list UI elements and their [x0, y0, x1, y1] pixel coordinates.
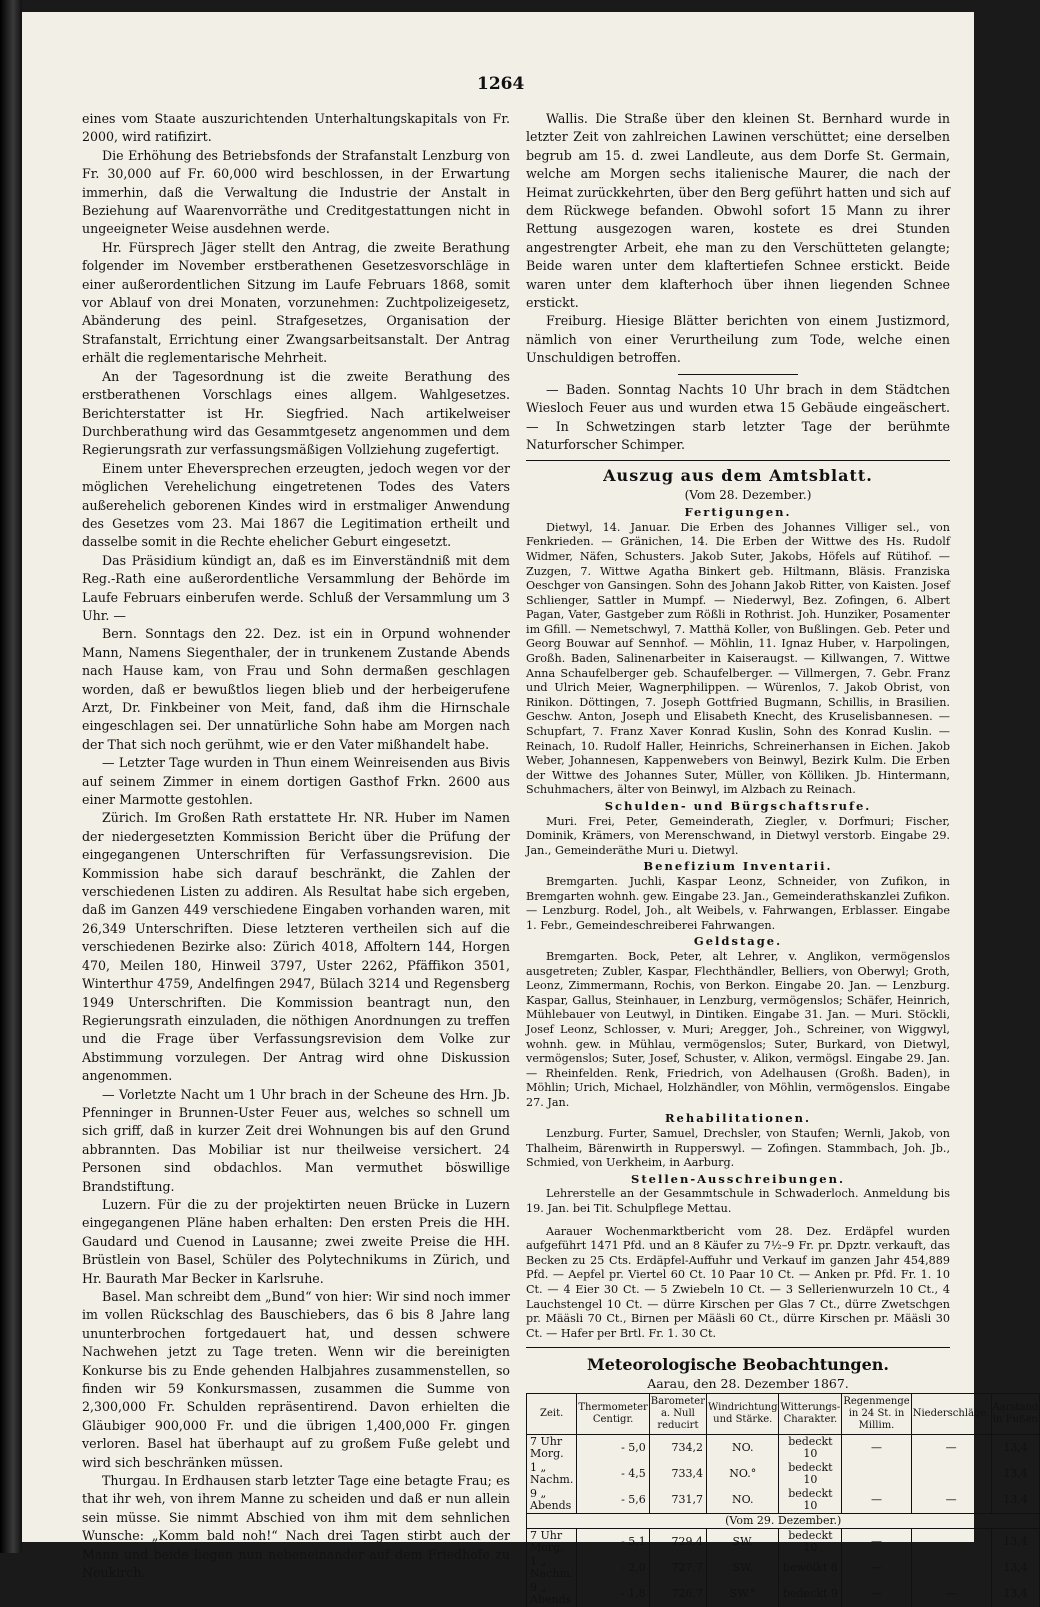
weather-date-row: [527, 1514, 1040, 1529]
left-paragraph: Luzern. Für die zu der projektirten neuen Brücke in Luzern eingegangenen Pläne haben erhalten: Den ersten Preis die HH. Gaudard und Cuenod in Lausanne; zwei zweite Preise die HH. Brüstlein von Basel, Schüler des Polytechnikums in Zürich, und Hr. Baurath Mar Becker in Karlsruhe.: [82, 1196, 510, 1286]
weather-header-cell: Windrichtung und Stärke.: [707, 1394, 779, 1435]
page-binding: [0, 0, 22, 1553]
weather-cell: 13,4: [991, 1555, 1040, 1581]
weather-cell: SW.°: [707, 1581, 779, 1607]
weather-cell: —: [842, 1555, 911, 1581]
meteo-title: Meteorologische Beobachtungen.: [587, 1355, 889, 1375]
weather-cell: 1 „ Nachm.: [527, 1555, 577, 1581]
left-paragraph: — Vorletzte Nacht um 1 Uhr brach in der Scheune des Hrn. Jb. Pfenninger in Brunnen-Uster Feuer aus, welches so schnell um sich griff, daß in kurzer Zeit drei Wohnungen bis auf den Grund abbrannten. Das Mobiliar ist nur theilweise versichert. 24 Personen sind obdachlos. Man vermuthet böswillige Brandstiftung.: [82, 1086, 510, 1194]
weather-cell: 13,4: [991, 1461, 1040, 1487]
weather-date-label: (Vom 29. Dezember.): [527, 1514, 1040, 1529]
weather-row: [527, 1555, 1040, 1581]
left-paragraph: Thurgau. In Erdhausen starb letzter Tage eine betagte Frau; es that ihr weh, von ihrem Manne zu scheiden und daß er nun allein sein müsse. Sie nimmt Abschied von ihm mit dem sehnlichen Wunsche: „Komm bald noh!“ Nach drei Tagen stirbt auch der Mann und beide liegen nun nebeneinander auf dem Friedhofe zu Neukirch.: [82, 1473, 510, 1581]
weather-cell: 9 „ Abends: [527, 1487, 577, 1514]
weather-cell: - 5,0: [577, 1435, 649, 1462]
right-paragraph: Wallis. Die Straße über den kleinen St. Bernhard wurde in letzter Zeit von zahlreichen Lawinen verschüttet; eine derselben begrub am 15. d. zwei Landleute, aus dem Dorfe St. Germain, welche am Morgen sechs italienische Maurer, die nach der Heimat zurückkehrten, über den Berg geführt hatten und sich auf dem Rückwege befanden. Obwohl sofort 15 Mann zu ihrer Rettung ausgezogen waren, kostete es drei Stunden angestrengter Arbeit, ehe man zu den Verschütteten gelangte; Beide waren unter dem klaftertiefen Schnee erstickt. Beide waren unter dem klafterhoch über ihnen liegenden Schnee erstickt.: [526, 111, 950, 311]
weather-header-cell: Zeit.: [527, 1394, 577, 1435]
weather-cell: 13,4: [991, 1529, 1040, 1556]
weather-cell: NO.: [707, 1487, 779, 1514]
weather-header-cell: Thermometer Centigr.: [577, 1394, 649, 1435]
left-paragraph: Das Präsidium kündigt an, daß es im Einverständniß mit dem Reg.-Rath eine außerordentliche Versammlung der Behörde im Laufe Februars einberufen werde. Schluß der Versammlung um 3 Uhr. —: [82, 552, 510, 623]
page-number: 1264: [477, 74, 525, 94]
weather-row: [527, 1581, 1040, 1607]
weather-cell: —: [842, 1581, 911, 1607]
weather-cell: NO.: [707, 1435, 779, 1462]
weather-cell: bedeckt 10: [779, 1529, 842, 1556]
amtsblatt-title: Auszug aus dem Amtsblatt.: [603, 466, 873, 486]
weather-cell: 1 „ Nachm.: [527, 1461, 577, 1487]
left-paragraph: — Letzter Tage wurden in Thun einem Weinreisenden aus Bivis auf seinem Zimmer in einem dortigen Gasthof Frkn. 2600 aus einer Marmotte gestohlen.: [82, 755, 510, 808]
amtsblatt-section-heading: Fertigungen.: [684, 505, 792, 520]
amtsblatt-section-heading: Stellen-Ausschreibungen.: [631, 1171, 845, 1186]
left-paragraph: Die Erhöhung des Betriebsfonds der Strafanstalt Lenzburg von Fr. 30,000 auf Fr. 60,000 wird beschlossen, in der Erwartung immerhin, daß die Verwaltung die Industrie der Anstalt in Beziehung auf Waarenvorräthe und Creditgestattungen nicht in ungeeigneter Weise ausdehnen werde.: [82, 147, 510, 237]
weather-header-cell: Barometer a. Null reducirt: [649, 1394, 706, 1435]
weather-cell: bedeckt 10: [779, 1461, 842, 1487]
amtsblatt-section-text: Bremgarten. Bock, Peter, alt Lehrer, v. Anglikon, vermögenslos ausgetreten; Zubler, Kaspar, Flechthändler, Belliers, von Oberwyl; Groth, Leonz, Zimmermann, Rochis, von Berkon. Eingabe 20. Jan. — Lenzburg. Kaspar, Gallus, Steinhauer, in Lenzburg, vermögenslos; Schäfer, Heinrich, Mühlebauer von Leutwyl, in Dintiken. Eingabe 31. Jan. — Muri. Stöckli, Josef Leonz, Schlosser, v. Muri; Aregger, Joh., Schreiner, von Wiggwyl, wohnh. gew. in Mühlau, vermögenslos; Suter, Burkard, von Dietwyl, vermögenslos; Suter, Josef, Schuster, v. Alikon, vermögsl. Eingabe 29. Jan. — Rheinfelden. Renk, Friedrich, von Adelhausen (Großh. Baden), in Möhlin; Urich, Michael, Holzhändler, von Möhlin, vermögenslos. Eingabe 27. Jan.: [526, 949, 950, 1109]
weather-row: [527, 1487, 1040, 1514]
amtsblatt-date: (Vom 28. Dezember.): [684, 487, 812, 502]
weather-table: [526, 1393, 1040, 1607]
amtsblatt-section-heading: Rehabilitationen.: [665, 1111, 811, 1126]
weather-cell: 13,4: [991, 1435, 1040, 1462]
weather-row: [527, 1435, 1040, 1462]
weather-cell: bedeckt 9: [779, 1581, 842, 1607]
weather-cell: —: [842, 1435, 911, 1462]
weather-cell: 733,4: [649, 1461, 706, 1487]
left-paragraph: Zürich. Im Großen Rath erstattete Hr. NR. Huber im Namen der niedergesetzten Kommission Bericht über die Prüfung der eingegangenen Unterschriften für Verfassungsrevision. Die Kommission habe sich darauf beschränkt, die Zahlen der verschiedenen Listen zu addiren. Als Resultat habe sich ergeben, daß im Ganzen 449 verschiedene Eingaben vorhanden waren, mit 26,349 Unterschriften. Diese letzteren vertheilen sich auf die verschiedenen Bezirke also: Zürich 4018, Affoltern 144, Horgen 470, Meilen 180, Hinweil 3797, Uster 2262, Pfäffikon 3501, Winterthur 4759, Andelfingen 2947, Bülach 3214 und Regensberg 1949 Unterschriften. Die Kommission beantragt nun, den Regierungsrath einzuladen, die nöthigen Anordnungen zu treffen und die Frage über Verfassungsrevision dem Volke zur Abstimmung vorzulegen. Der Antrag wird ohne Diskussion angenommen.: [82, 810, 510, 1084]
weather-cell: [842, 1461, 911, 1487]
weather-cell: bedeckt 10: [779, 1435, 842, 1462]
amtsblatt-section-heading: Schulden- und Bürgschaftsrufe.: [604, 799, 872, 813]
weather-cell: bedeckt 10: [779, 1487, 842, 1514]
weather-cell: - 2,0: [577, 1555, 649, 1581]
weather-cell: SW.: [707, 1555, 779, 1581]
amtsblatt-section-heading: Geldstage.: [693, 934, 783, 949]
weather-cell: —: [911, 1487, 991, 1514]
left-paragraph: eines vom Staate auszurichtenden Unterhaltungskapitals von Fr. 2000, wird ratifizirt.: [82, 111, 510, 145]
weather-cell: 9 „ Abends: [527, 1581, 577, 1607]
weather-cell: —: [842, 1487, 911, 1514]
weather-header-row: [527, 1394, 1040, 1435]
weather-row: [527, 1529, 1040, 1556]
meteo-date: Aarau, den 28. Dezember 1867.: [647, 1375, 849, 1391]
weather-cell: - 1,8: [577, 1581, 649, 1607]
left-paragraph: Basel. Man schreibt dem „Bund“ von hier: Wir sind noch immer im vollen Rückschlag des Bauschiebers, das 6 bis 8 Jahre lang ununterbrochen fortgedauert hat, und dessen schwere Nachwehen jetzt zu Tage treten. Wenn wir die bereinigten Konkurse bis zu Ende gehenden Halbjahres zusammenstellen, so finden wir 59 Konkursmassen, zusammen die Summe von 2,300,000 Fr. Schulden repräsentirend. Davon erhielten die Gläubiger 900,000 Fr. und die übrigen 1,400,000 Fr. gingen verloren. Basel hat überhaupt auf zu großem Fuße gelebt und wird sich beschränken müssen.: [82, 1289, 510, 1470]
weather-cell: —: [911, 1435, 991, 1462]
left-paragraph: An der Tagesordnung ist die zweite Berathung des erstberathenen Vorschlags eines allgem. Wahlgesetzes. Berichterstatter ist Hr. Siegfried. Nach artikelweiser Durchberathung wird das Gesammtgesetz angenommen und dem Regierungsrath zur verfassungsmäßigen Vollziehung zugefertigt.: [82, 368, 510, 458]
amtsblatt-section-text: Lehrerstelle an der Gesammtschule in Schwaderloch. Anmeldung bis 19. Jan. bei Tit. Schulpflege Mettau.: [526, 1187, 950, 1216]
baden-paragraph: — Baden. Sonntag Nachts 10 Uhr brach in dem Städtchen Wiesloch Feuer aus und wurden etwa 15 Gebäude eingeäschert. — In Schwetzingen starb letzter Tage der berühmte Naturforscher Schimper.: [526, 381, 950, 452]
newspaper-page: [22, 12, 1039, 1607]
amtsblatt-body: [526, 505, 950, 1217]
weather-cell: 734,2: [649, 1435, 706, 1462]
weather-cell: 731,7: [649, 1487, 706, 1514]
weather-header-cell: Niederschläge.: [911, 1394, 991, 1435]
weather-cell: 727,7: [649, 1555, 706, 1581]
amtsblatt-section-text: Dietwyl, 14. Januar. Die Erben des Johannes Villiger sel., von Fenkrieden. — Gränichen, 14. Die Erben der Wittwe des Hs. Rudolf Widmer, Näfen, Schusters. Jakob Suter, Jakobs, Höfels auf Rütihof. — Zuzgen, 7. Wittwe Agatha Binkert geb. Hiltmann, Bläsis. Franziska Oeschger von Gansingen. Sohn des Johann Jakob Ritter, von Kaisten. Josef Schlienger, Sattler in Mumpf. — Niederwyl, Bez. Zofingen, 6. Albert Pagan, Vater, Gastgeber zum Rößli in Rothrist. Joh. Hunziker, Posamenter im Gfill. — Nemetschwyl, 7. Matthä Koller, von Bußlingen. Geb. Peter und Georg Bouwar auf Sennhof. — Möhlin, 11. Ignaz Huber, v. Harpolingen, Großh. Baden, Salinenarbeiter in Kaiseraugst. — Killwangen, 7. Wittwe Anna Schaufelberger geb. Schaufelberger. — Villmergen, 7. Gebr. Franz und Ulrich Meier, Wagnerphilippen. — Würenlos, 7. Jakob Obrist, von Rinikon. Döttingen, 7. Joseph Gottfried Bugmann, Schillis, in Brasilien. Geschw. Anton, Joseph und Elisabeth Knecht, des Kruselisbannesen. — Schupfart, 7. Franz Xaver Konrad Kuslin, Sohn des Konrad Kuslin. — Reinach, 10. Rudolf Haller, Heinrichs, Schreinerhansen in Eichen. Jakob Weber, Johannesen, Kappenwebers von Beinwyl, Bezirk Kulm. Die Erben der Wittwe des Johannes Suter, Müller, von Kölliken. Jb. Hintermann, Schuhmachers, älter von Beinwyl, im Alzbach zu Reinach.: [526, 520, 950, 797]
left-paragraph: Bern. Sonntags den 22. Dez. ist ein in Orpund wohnender Mann, Namens Siegenthaler, der in trunkenem Zustande Abends nach Hause kam, von Frau und Sohn dermaßen geschlagen worden, daß er bewußtlos liegen blieb und der herbeigerufene Arzt, Dr. Finkbeiner von Meit, fand, daß ihm die Hirnschale eingeschlagen sei. Der unnatürliche Sohn habe am Morgen nach der That sich noch gerühmt, wie er den Vater mißhandelt habe.: [82, 626, 510, 752]
amtsblatt-section-text: Muri. Frei, Peter, Gemeinderath, Ziegler, v. Dorfmuri; Fischer, Dominik, Krämers, von Merenschwand, in Dietwyl verstorb. Eingabe 29. Jan., Gemeinderäthe Muri u. Dietwyl.: [526, 814, 950, 857]
weather-cell: bewölkt 8: [779, 1555, 842, 1581]
left-paragraph: Hr. Fürsprech Jäger stellt den Antrag, die zweite Berathung folgender im November erstberathenen Gesetzesvorschläge in einer außerordentlichen Sitzung im Laufe Februars 1868, somit vor Ablauf von drei Monaten, vorzunehmen: Zuchtpolizeigesetz, Abänderung des peinl. Strafgesetzes, Organisation der Strafanstalt, Errichtung einer Zwangsarbeitsanstalt. Der Antrag erhält die reglementarische Mehrheit.: [82, 239, 510, 366]
weather-cell: —: [911, 1581, 991, 1607]
weather-cell: [911, 1529, 991, 1556]
weather-cell: SW.: [707, 1529, 779, 1556]
weather-cell: 7 Uhr Morg.: [527, 1529, 577, 1556]
section-rule: [526, 460, 950, 461]
market-report: Aarauer Wochenmarktbericht vom 28. Dez. Erdäpfel wurden aufgeführt 1471 Pfd. und an 8 Käufer zu 7½–9 Fr. pr. Dpztr. verkauft, das Becken zu 25 Cts. Erdäpfel-Auffuhr und Verkauf im ganzen Jahr 454,889 Pfd. — Aepfel pr. Viertel 60 Ct. 10 Paar 10 Ct. — Anken pr. Pfd. Fr. 1. 10 Ct. — 4 Eier 30 Ct. — 5 Zwiebeln 10 Ct. — 3 Sellerienwurzeln 10 Ct., 4 Lauchstengel 10 Ct. — dürre Kirschen per Glas 7 Ct., dürre Zwetschgen pr. Määsli 70 Ct., Birnen per Määsli 60 Ct., dürre Kirschen pr. Määsli 30 Ct. — Hafer per Brtl. Fr. 1. 30 Ct.: [526, 1224, 950, 1340]
amtsblatt-section-heading: Benefizium Inventarii.: [643, 859, 833, 874]
amtsblatt-section-text: Lenzburg. Furter, Samuel, Drechsler, von Staufen; Wernli, Jakob, von Thalheim, Bärenwirth in Rupperswyl. — Zofingen. Stammbach, Joh. Jb., Schmied, von Uerkheim, in Aarburg.: [526, 1127, 950, 1170]
weather-cell: 13,4: [991, 1487, 1040, 1514]
weather-header-cell: Witterungs-Charakter.: [779, 1394, 842, 1435]
weather-cell: - 4,5: [577, 1461, 649, 1487]
weather-cell: [911, 1461, 991, 1487]
weather-header-cell: Regenmenge in 24 St. in Millim.: [842, 1394, 911, 1435]
left-paragraph: Einem unter Eheversprechen erzeugten, jedoch wegen vor der möglichen Verehelichung eingetretenen Todes des Vaters außerehelich geborenen Kindes wird in erstmaliger Anwendung des Gesetzes vom 23. Mai 1867 die Legitimation ertheilt und dasselbe somit in die Rechte ehelicher Geburt eingesetzt.: [82, 460, 510, 550]
weather-row: [527, 1461, 1040, 1487]
weather-cell: 7 Uhr Morg.: [527, 1435, 577, 1462]
weather-cell: —: [842, 1529, 911, 1556]
weather-cell: 726,7: [649, 1581, 706, 1607]
weather-cell: - 5,1: [577, 1529, 649, 1556]
weather-cell: 13,4: [991, 1581, 1040, 1607]
right-paragraph: Freiburg. Hiesige Blätter berichten von einem Justizmord, nämlich von einer Verurtheilung zum Tode, welche einen Unschuldigen betroffen.: [526, 313, 950, 366]
met-rule: [526, 1347, 950, 1348]
weather-cell: [911, 1555, 991, 1581]
weather-header-cell: Aarstand in Fußen: [991, 1394, 1040, 1435]
left-column: [82, 110, 510, 1583]
weather-cell: - 5,6: [577, 1487, 649, 1514]
amtsblatt-section-text: Bremgarten. Juchli, Kaspar Leonz, Schneider, von Zufikon, in Bremgarten wohnh. gew. Eingabe 23. Jan., Gemeinderathskanzlei Zufikon. — Lenzburg. Rodel, Joh., alt Weibels, v. Fahrwangen, Erblasser. Eingabe 1. Febr., Gemeindeschreiberei Fahrwangen.: [526, 874, 950, 932]
right-column: [526, 110, 1039, 1607]
short-rule: [678, 374, 798, 375]
weather-cell: NO.°: [707, 1461, 779, 1487]
weather-cell: 729,4: [649, 1529, 706, 1556]
